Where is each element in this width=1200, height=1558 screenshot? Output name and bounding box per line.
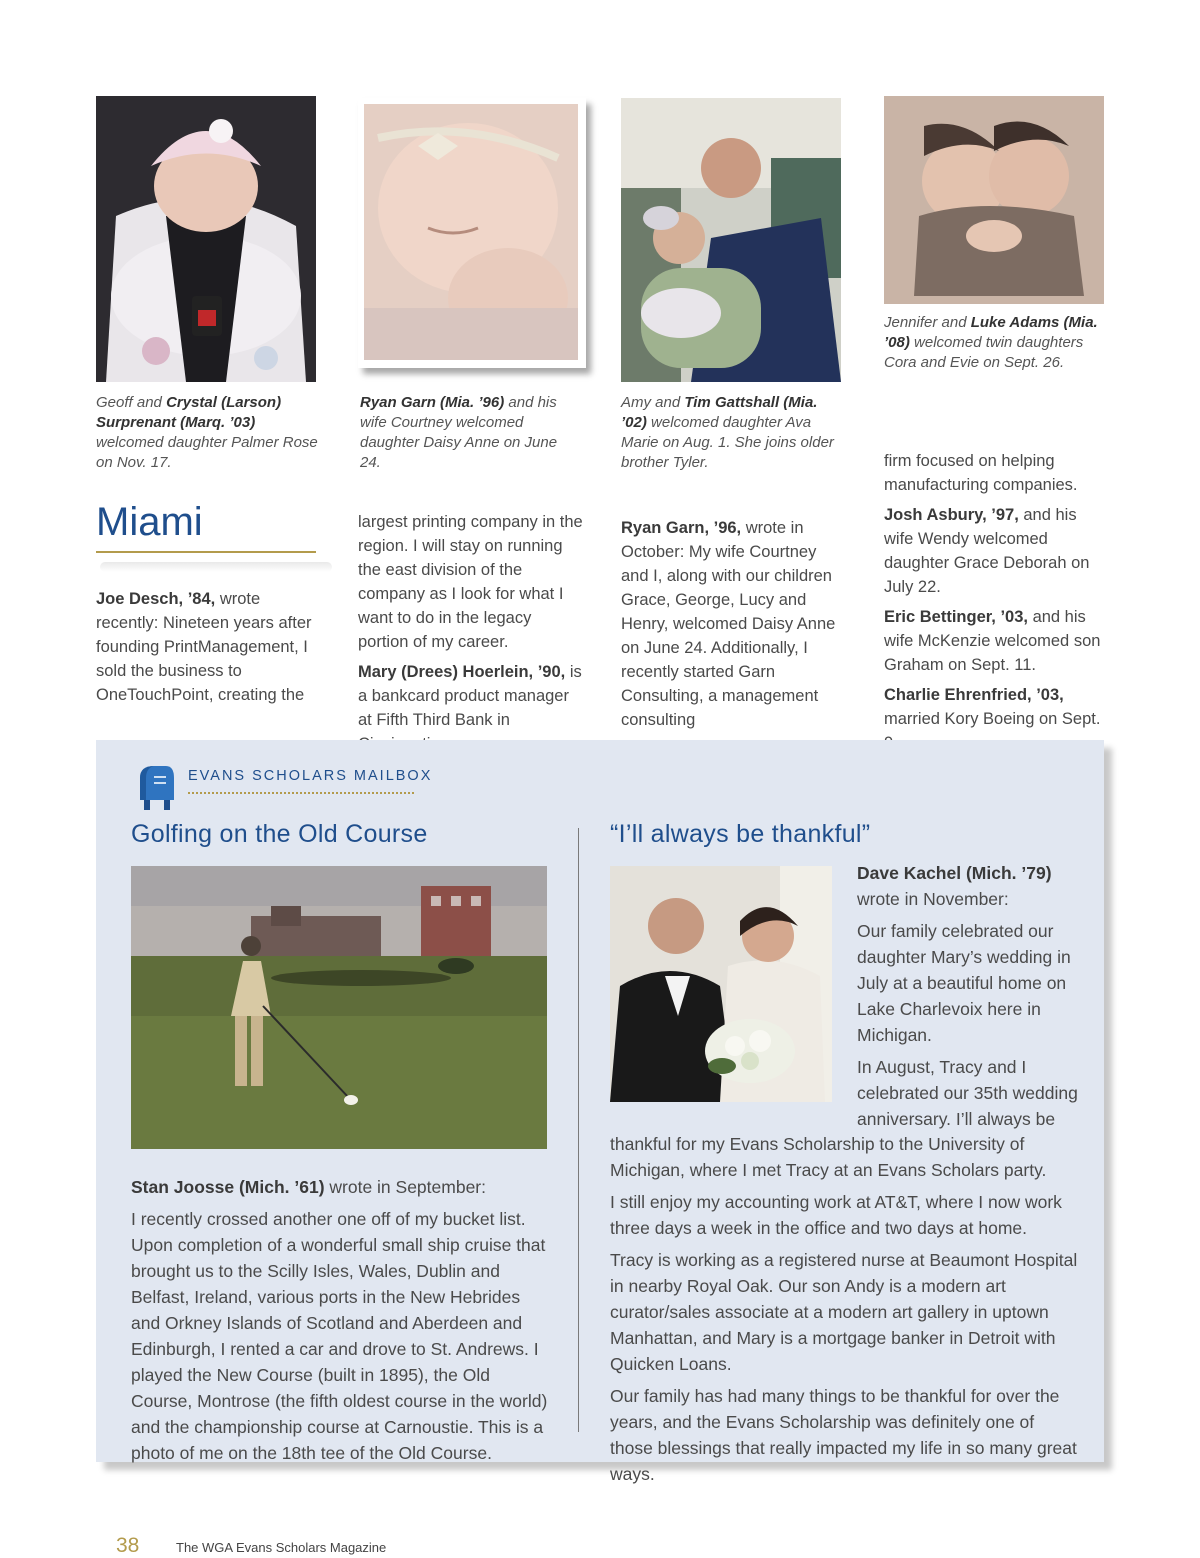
photo-wedding bbox=[610, 866, 832, 1102]
thankful-story-body: thankful for my Evans Scholarship to the University of Michigan, where I met Tracy at an Evans Scholars party. I still enjoy my accounting work at AT&T, where I now work three days a week in the office and two days at home. Tracy is working as a registered nurse at Beaumont Hospital in nearby Royal Oak. Our son Andy is a modern art curator/sales associate at a modern art gallery in uptown Manhattan, and Mary is a mortgage banker in Detroit with Quicken Loans. Our family has had many things to be thankful for over the years, and the Evans Scholarship was definitely one of those blessings that really impacted my life in so many great ways. bbox=[610, 1134, 1078, 1484]
column-divider bbox=[578, 828, 579, 1432]
caption-surprenant: Geoff and Crystal (Larson) Surprenant (Marq. ’03) welcomed daughter Palmer Rose on Nov. 17. bbox=[96, 394, 318, 471]
heading-shadow bbox=[100, 562, 332, 572]
mailbox-label-dots bbox=[188, 792, 414, 794]
golf-story-body: Stan Joosse (Mich. ’61) wrote in September: I recently crossed another one off of my bucket list. Upon completion of a wonderful small ship cruise that brought us to the Scilly Isles, Wales, Dublin and Belfast, Ireland, various ports in the New Hebrides and Orkney Islands of Scotland and Aberdeen and Edinburgh, I rented a car and drove to St. Andrews. I played the New Course (built in 1895), the Old Course, Montrose (the fifth oldest course in the world) and the championship course at Carnoustie. This is a photo of me on the 18th tee of the Old Course. bbox=[131, 1177, 548, 1463]
magazine-title: The WGA Evans Scholars Magazine bbox=[176, 1540, 387, 1555]
caption-adams: Jennifer and Luke Adams (Mia. ’08) welcomed twin daughters Cora and Evie on Sept. 26. bbox=[884, 314, 1098, 371]
photo-baby-daisy bbox=[358, 98, 586, 368]
golf-story-title: Golfing on the Old Course bbox=[131, 820, 428, 848]
mailbox-icon bbox=[136, 764, 176, 810]
page-number: 38 bbox=[116, 1534, 140, 1557]
miami-column-2: largest printing company in the region. I will stay on running the east division of the company as I look for what I want to do in the legacy portion of my career. Mary (Drees) Hoerlein, ’90, is a bankcard product manager at Fifth Third Bank in bbox=[358, 513, 583, 729]
photo-twins bbox=[884, 96, 1104, 304]
thankful-story-intro: Dave Kachel (Mich. ’79) wrote in November: Our family celebrated our daughter Mary’s wedding in July at a beautiful home on Lake Charlevoix here in Michigan. In August, Tracy and I celebrated our 35th wedding anniversary. I’ll always be bbox=[857, 863, 1078, 1129]
photo-garn-family bbox=[621, 98, 841, 382]
miami-column-1: Joe Desch, ’84, wrote recently: Nineteen years after founding PrintManagement, I sold the business to OneTouchPoint, creating the bbox=[96, 590, 312, 704]
photo-golf-old-course bbox=[131, 866, 547, 1149]
mailbox-label: EVANS SCHOLARS MAILBOX bbox=[188, 768, 433, 784]
miami-column-4: firm focused on helping manufacturing companies. Josh Asbury, ’97, and his wife Wendy welcomed daughter Grace Deborah on July 22. Eric Bettinger, ’03, and his wife McKenzie welcomed son Graham on Sept. 11. Charlie Ehrenfried, ’03, married Kory Boeing on Sept. bbox=[884, 452, 1101, 728]
heading-rule bbox=[96, 551, 316, 553]
section-heading-miami: Miami bbox=[96, 500, 203, 544]
miami-column-3: Ryan Garn, ’96, wrote in October: My wife Courtney and I, along with our children Grace, George, Lucy and Henry, welcomed Daisy Anne on June 24. Additionally, I recently started Garn Consulting, a management consulting bbox=[621, 519, 836, 729]
caption-garn: Ryan Garn (Mia. ’96) and his wife Courtney welcomed daughter Daisy Anne on June 24. bbox=[360, 394, 558, 471]
photo-baby-palmer bbox=[96, 96, 316, 382]
caption-gattshall: Amy and Tim Gattshall (Mia. ’02) welcomed daughter Ava Marie on Aug. 1. She joins older brother Tyler. bbox=[621, 394, 834, 471]
thankful-story-title: “I’ll always be thankful” bbox=[610, 820, 871, 848]
